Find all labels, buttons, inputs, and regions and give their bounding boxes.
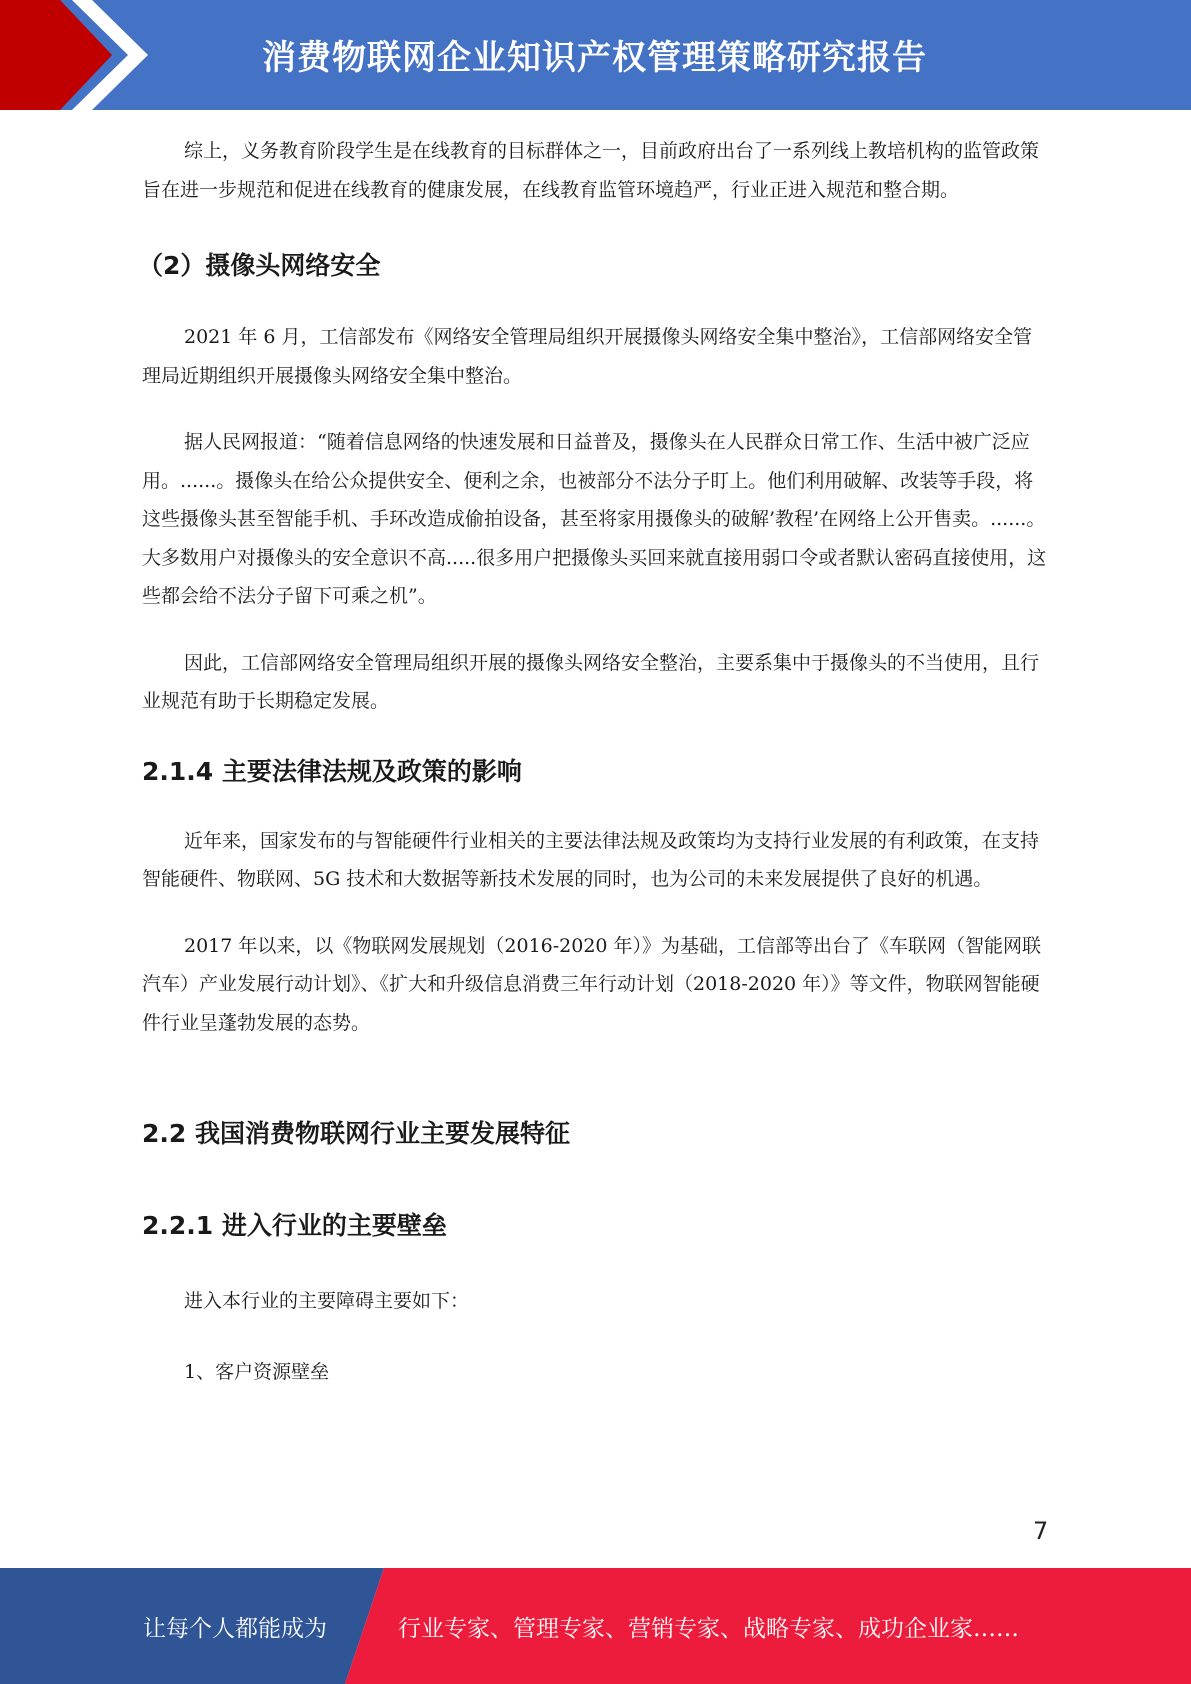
section-heading-camera-security: （2）摄像头网络安全	[138, 251, 381, 280]
section-heading-2-2-1: 2.2.1 进入行业的主要壁垒	[142, 1211, 447, 1240]
paragraph-online-education-summary: 综上，义务教育阶段学生是在线教育的目标群体之一，目前政府出台了一系列线上教培机构的监管政策旨在进一步规范和促进在线教育的健康发展，在线教育监管环境趋严，行业正进入规范和整合期。	[142, 140, 1040, 201]
footer-slogan-right: 行业专家、管理专家、营销专家、战略专家、成功企业家……	[398, 1616, 1019, 1642]
paragraph-peoples-daily-report: 据人民网报道：“随着信息网络的快速发展和日益普及，摄像头在人民群众日常工作、生活中被广泛应用。......。摄像头在给公众提供安全、便利之余，也被部分不法分子盯上。他们利用破解、改装等手段，将这些摄像头甚至智能手机、手环改造成偷拍设备，甚至将家用摄像头的破解’教程’在网络上公开售卖。......。大多数用户对摄像头的安全意识不高.....很多用户把摄像头买回来就直接用弱口令或者默认密码直接使用，这些都会给不法分子留下可乘之机”。	[142, 431, 1047, 607]
page-number: 7	[1033, 1517, 1049, 1545]
section-heading-2-1-4: 2.1.4 主要法律法规及政策的影响	[142, 756, 522, 786]
section-heading-2-2: 2.2 我国消费物联网行业主要发展特征	[142, 1119, 570, 1148]
main-content	[138, 132, 1047, 1391]
footer-slogan-left: 让每个人都能成为	[143, 1616, 327, 1642]
paragraph-conclusion: 因此，工信部网络安全管理局组织开展的摄像头网络安全整治，主要系集中于摄像头的不当使用，且行业规范有助于长期稳定发展。	[142, 651, 1040, 712]
header-arrow-decoration	[0, 0, 160, 110]
report-title: 消费物联网企业知识产权管理策略研究报告	[262, 38, 927, 78]
paragraph-miit-rectification: 2021 年 6 月，工信部发布《网络安全管理局组织开展摄像头网络安全集中整治》，工信部网络安全管理局近期组织开展摄像头网络安全集中整治。	[142, 326, 1033, 387]
page-header	[0, 0, 1191, 110]
paragraph-iot-plan: 2017 年以来，以《物联网发展规划（2016-2020 年）》为基础，工信部等出台了《车联网（智能网联汽车）产业发展行动计划》、《扩大和升级信息消费三年行动计划（2018-2020 年）》等文件，物联网智能硬件行业呈蓬勃发展的态势。	[142, 934, 1042, 1034]
paragraph-regulations-impact: 近年来，国家发布的与智能硬件行业相关的主要法律法规及政策均为支持行业发展的有利政策，在支持智能硬件、物联网、5G 技术和大数据等新技术发展的同时，也为公司的未来发展提供了良好的机遇。	[142, 829, 1040, 890]
paragraph-barriers-intro: 进入本行业的主要障碍主要如下：	[184, 1290, 470, 1312]
page-footer	[0, 1568, 1191, 1684]
list-item-customer-barrier: 1、客户资源壁垒	[184, 1360, 330, 1383]
